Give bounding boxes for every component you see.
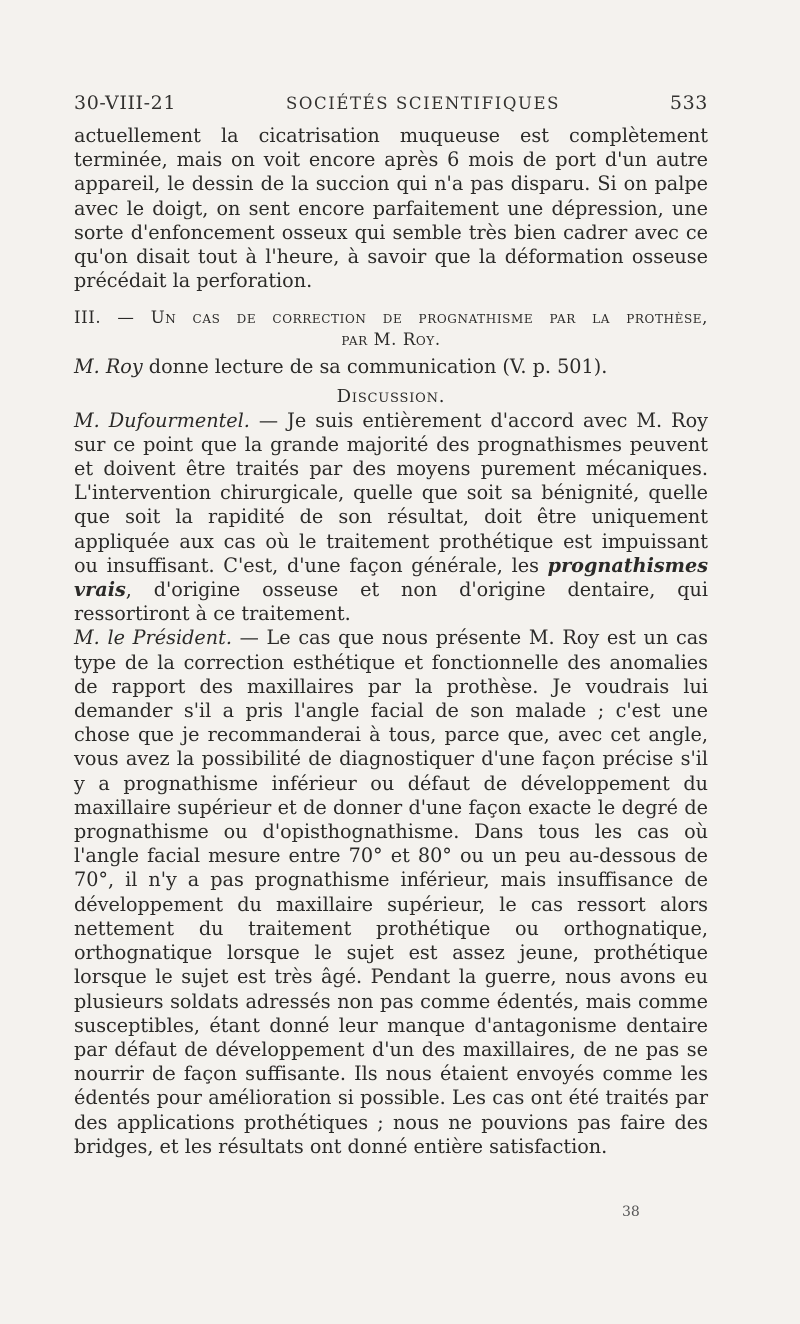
section-heading-line-1: III. — Un cas de correction de prognathisme par la prothèse, — [74, 308, 708, 328]
section-heading-line-2: par M. Roy. — [341, 330, 441, 350]
paragraph-continuation: actuellement la cicatrisation muqueuse est complètement terminée, mais on voit encore après 6 mois de port d'un autre appareil, le dessin de la succion qui n'a pas disparu. Si on palpe avec le doigt, on sent encore parfaitement une dépression, une sorte d'enfoncement osseux qui semble très bien cadrer avec ce qu'on disait tout à l'heure, à savoir que la déformation osseuse précédait la perforation. — [74, 124, 708, 293]
body-text — [74, 124, 708, 1159]
paragraph-president — [74, 626, 708, 1158]
page-number: 533 — [669, 92, 708, 114]
paragraph-dufourmentel-text-1: — Je suis entièrement d'accord avec M. Roy sur ce point que la grande majorité des prognathismes peuvent et doivent être traités par des moyens purement mécaniques. L'intervention chirurgicale, quelle que soit sa bénignité, quelle que soit la rapidité de son résultat, doit être uniquement appliquée aux cas où le traitement prothétique est impuissant ou insuffisant. C'est, d'une façon générale, les — [74, 408, 708, 577]
paragraph-roy-text: donne lecture de sa communication (V. p. 501). — [142, 355, 608, 379]
speaker-name: M. Roy — [74, 355, 143, 379]
paragraph-dufourmentel-text-2: , d'origine osseuse et non d'origine dentaire, qui ressortiront à ce traitement. — [74, 578, 708, 626]
speaker-name: M. le Président. — [74, 626, 232, 650]
emphasized-term: prognathismes vrais — [74, 553, 708, 602]
paragraph-president-text: — Le cas que nous présente M. Roy est un cas type de la correction esthétique et fonctionnelle des anomalies de rapport des maxillaires par la prothèse. Je voudrais lui demander s'il a pris l'angle facial de son malade ; c'est une chose que je recommanderai à tous, parce que, avec cet angle, vous avez la possibilité de diagnostiquer d'une façon précise s'il y a prognathisme inférieur ou défaut de développement du maxillaire supérieur et de donner d'une façon exacte le degré de prognathisme ou d'opisthognathisme. Dans tous les cas où l'angle facial mesure entre 70° et 80° ou un peu au-dessous de 70°, il n'y a pas prognathisme inférieur, mais insuffisance de développement du maxillaire supérieur, le cas ressort alors nettement du traitement prothétique ou orthognatique, orthognatique lorsque le sujet est assez jeune, prothétique lorsque le sujet est très âgé. Pendant la guerre, nous avons eu plusieurs soldats adressés non pas comme édentés, mais comme susceptibles, étant donné leur manque d'antagonisme dentaire par défaut de développement d'un des maxillaires, de ne pas se nourrir de façon suffisante. Ils nous étaient envoyés comme les édentés pour amélioration si possible. Les cas ont été traités par des applications prothétiques ; nous ne pouvions pas faire des bridges, et les résultats ont donné entière satisfaction. — [74, 626, 708, 1158]
signature-mark: 38 — [622, 1204, 640, 1220]
header-date: 30-VIII-21 — [74, 92, 177, 114]
paragraph-roy — [74, 355, 708, 379]
discussion-heading: Discussion. — [336, 385, 446, 407]
speaker-name: M. Dufourmentel. — [74, 408, 250, 432]
paragraph-dufourmentel — [74, 409, 708, 627]
header-journal-section: SOCIÉTÉS SCIENTIFIQUES — [285, 94, 560, 113]
section-heading — [74, 307, 708, 351]
running-header — [74, 92, 708, 114]
